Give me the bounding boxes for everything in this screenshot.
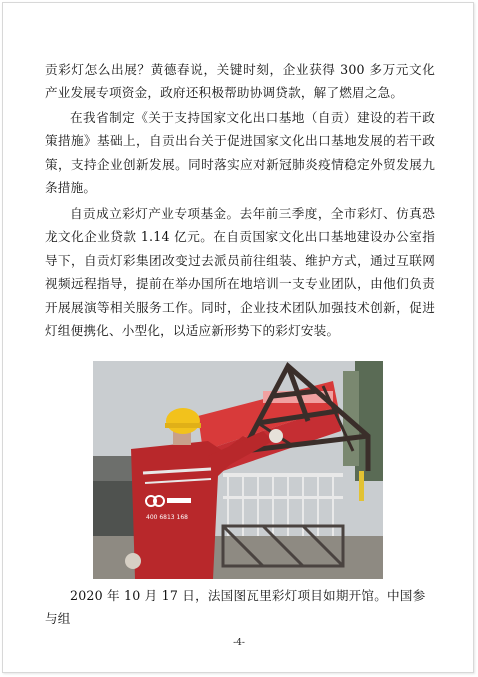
photo-caption: 2020 年 10 月 17 日，法国图瓦里彩灯项目如期开馆。中国参与组: [45, 588, 426, 626]
paragraph-1: 贡彩灯怎么出展？黄德春说，关键时刻，企业获得 300 多万元文化产业发展专项资金，政府还积极帮助协调贷款，解了燃眉之急。: [45, 62, 435, 101]
paragraph-3: 自贡成立彩灯产业专项基金。去年前三季度，全市彩灯、仿真恐龙文化企业贷款 1.14 亿元。在自贡国家文化出口基地建设办公室指导下，自贡灯彩集团改变过去派员前往组装、维护方式，通过互联网视频远程指导，提前在举办国所在地培训一支专业团队，由他们负责开展展演等相关服务工作。同时，企业技术团队加强技术创新，促进灯组便携化、小型化，以适应新形势下的彩灯安装。: [45, 206, 435, 339]
paragraph-2: 在我省制定《关于支持国家文化出口基地（自贡）建设的若干政策措施》基础上，自贡出台关于促进国家文化出口基地发展的若干政策，支持企业创新发展。同时落实应对新冠肺炎疫情稳定外贸发展九条措施。: [45, 110, 435, 196]
page-number: -4-: [233, 638, 245, 648]
jacket-text: 400 6813 168: [146, 514, 188, 521]
worker-photo: [93, 361, 383, 579]
